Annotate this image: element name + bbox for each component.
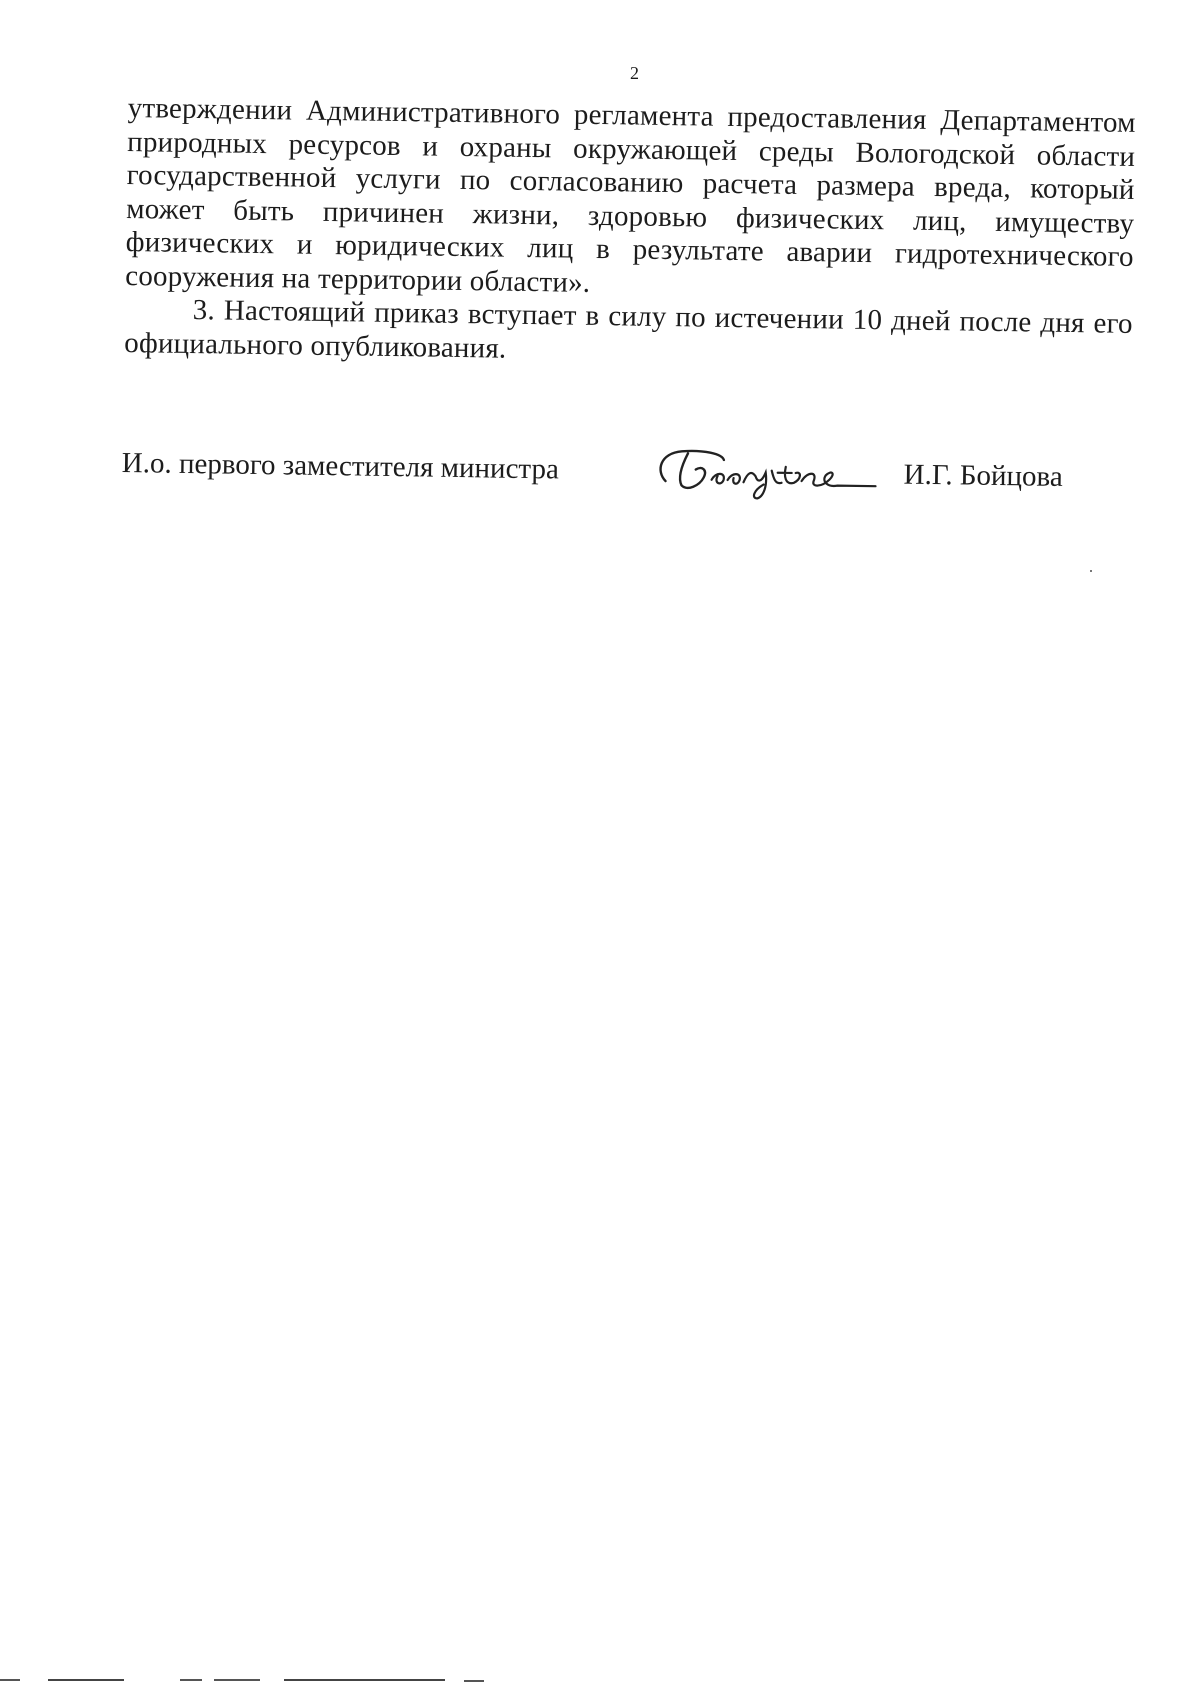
- signer-name: И.Г. Бойцова: [903, 458, 1063, 493]
- handwritten-signature: [651, 441, 882, 504]
- page-number: 2: [630, 63, 639, 83]
- scan-artifact-lines: [0, 1660, 1200, 1694]
- signer-title: И.о. первого заместителя министра: [121, 447, 560, 486]
- paragraph-effective-date: 3. Настоящий приказ вступает в силу по истечении 10 дней после дня его официального опубликования.: [124, 293, 1133, 365]
- scan-speck: [1090, 570, 1092, 572]
- signature-block: [121, 447, 1082, 521]
- paragraph-continuation: утверждении Административного регламента предоставления Департаментом природных ресурсов и охраны окружающей среды Вологодской области государственной услуги по согласованию расчета размера вреда, который может быть причинен жизни, здоровью физических лиц, имуществу физических и юридических лиц в результате аварии гидротехнического сооружения на территории области».: [125, 92, 1136, 299]
- document-body: [124, 92, 1136, 375]
